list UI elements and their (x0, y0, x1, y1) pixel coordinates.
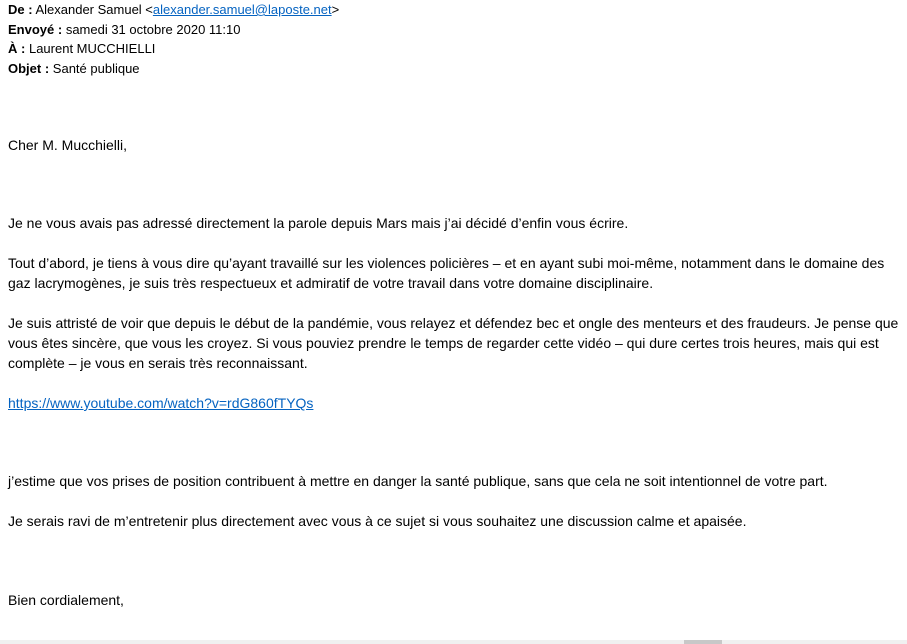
paragraph-3: Je suis attristé de voir que depuis le début de la pandémie, vous relayez et défendez bec et ongle des menteurs et des fraudeurs. Je pense que vous êtes sincère, que vous les croyez. Si vous pouviez prendre le temps de regarder cette vidéo – qui dure certes trois heures, mais qui est complète – je vous en serais très reconnaissant. (8, 315, 899, 371)
from-email-close: > (331, 2, 340, 17)
to-line (8, 39, 339, 59)
subject-label: Objet : (8, 60, 50, 76)
paragraph-5: Je serais ravi de m’entretenir plus directement avec vous à ce sujet si vous souhaitez une discussion calme et apaisée. (8, 513, 747, 529)
email-header (8, 0, 339, 78)
closing: Bien cordialement, (8, 592, 124, 608)
subject-line (8, 59, 339, 79)
from-line (8, 0, 339, 20)
greeting: Cher M. Mucchielli, (8, 137, 128, 153)
from-label: De : (8, 2, 33, 17)
to-label: À : (8, 41, 26, 56)
to-value: Laurent MUCCHIELLI (28, 41, 156, 56)
sent-line (8, 20, 339, 40)
scrollbar-thumb[interactable] (684, 640, 722, 644)
video-link-line (8, 393, 901, 413)
sent-value: samedi 31 octobre 2020 11:10 (65, 21, 241, 37)
paragraph-4: j’estime que vos prises de position contribuent à mettre en danger la santé publique, sans que cela ne soit intentionnel de votre part. (8, 473, 828, 489)
subject-value: Santé publique (52, 60, 140, 76)
from-email-link[interactable]: alexander.samuel@laposte.net (152, 2, 332, 17)
horizontal-scrollbar[interactable] (0, 640, 907, 644)
video-link[interactable]: https://www.youtube.com/watch?v=rdG860fTYQs (8, 395, 314, 411)
paragraph-1: Je ne vous avais pas adressé directement la parole depuis Mars mais j’ai décidé d’enfin vous écrire. (8, 215, 629, 231)
from-name: Alexander Samuel < (35, 2, 153, 17)
sent-label: Envoyé : (8, 21, 63, 37)
paragraph-2: Tout d’abord, je tiens à vous dire qu’ayant travaillé sur les violences policières – et en ayant subi moi-même, notamment dans le domaine des gaz lacrymogènes, je suis très respectueux et admiratif de votre travail dans votre domaine disciplinaire. (8, 255, 885, 291)
